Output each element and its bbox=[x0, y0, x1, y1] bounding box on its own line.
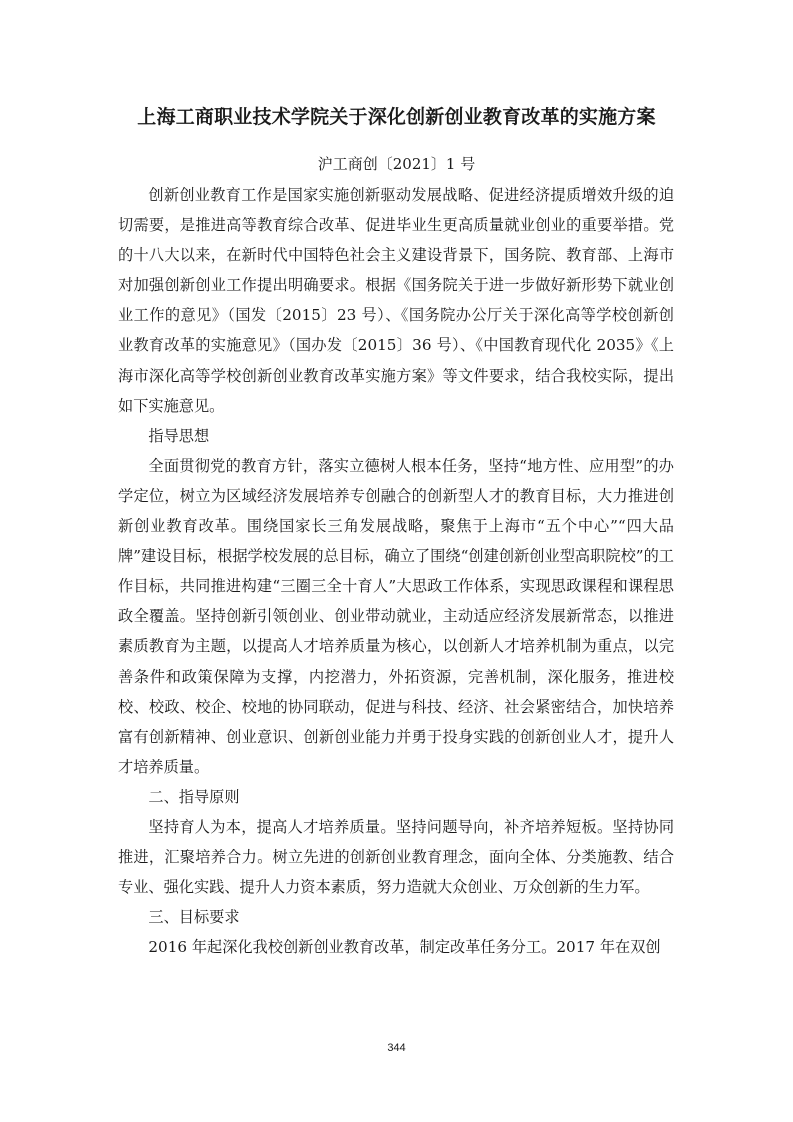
document-title: 上海工商职业技术学院关于深化创新创业教育改革的实施方案 bbox=[137, 106, 656, 128]
intro-paragraph: 创新创业教育工作是国家实施创新驱动发展战略、促进经济提质增效升级的迫切需要，是推进高等教育综合改革、促进毕业生更高质量就业创业的重要举措。党的十八大以来，在新时代中国特色社会主义建设背景下，国务院、教育部、上海市对加强创新创业工作提出明确要求。根据《国务院关于进一步做好新形势下就业创业工作的意见》（国发〔2015〕23 号）、《国务院办公厅关于深化高等学校创新创业教育改革的实施意见》（国办发〔2015〕36 号）、《中国教育现代化 2035》《上海市深化高等学校创新创业教育改革实施方案》等文件要求，结合我校实际，提出如下实施意见。 bbox=[118, 186, 674, 415]
guiding-principles-paragraph: 坚持育人为本，提高人才培养质量。坚持问题导向，补齐培养短板。坚持协同推进，汇聚培养合力。树立先进的创新创业教育理念，面向全体、分类施教、结合专业、强化实践、提升人力资本素质，努力造就大众创业、万众创新的生力军。 bbox=[118, 817, 674, 897]
section-heading-guiding-principles: 二、指导原则 bbox=[148, 787, 240, 806]
document-body bbox=[118, 180, 674, 962]
section-heading-goals: 三、目标要求 bbox=[148, 908, 240, 927]
guiding-ideology-paragraph: 全面贯彻党的教育方针，落实立德树人根本任务，坚持“地方性、应用型”的办学定位，树立为区域经济发展培养专创融合的创新型人才的教育目标，大力推进创新创业教育改革。围绕国家长三角发展战略，聚焦于上海市“五个中心”“四大品牌”建设目标，根据学校发展的总目标，确立了围绕“创建创新创业型高职院校”的工作目标，共同推进构建“三圈三全十育人”大思政工作体系，实现思政课程和课程思政全覆盖。坚持创新引领创业、创业带动就业，主动适应经济发展新常态，以推进素质教育为主题，以提高人才培养质量为核心，以创新人才培养机制为重点，以完善条件和政策保障为支撑，内挖潜力，外拓资源，完善机制，深化服务，推进校校、校政、校企、校地的协同联动，促进与科技、经济、社会紧密结合，加快培养富有创新精神、创业意识、创新创业能力并勇于投身实践的创新创业人才，提升人才培养质量。 bbox=[118, 456, 674, 776]
document-number: 沪工商创〔2021〕1 号 bbox=[317, 155, 476, 173]
page-number: 344 bbox=[387, 1042, 406, 1054]
goals-paragraph: 2016 年起深化我校创新创业教育改革，制定改革任务分工。2017 年在双创 bbox=[148, 938, 661, 957]
section-heading-guiding-ideology: 指导思想 bbox=[148, 426, 210, 445]
